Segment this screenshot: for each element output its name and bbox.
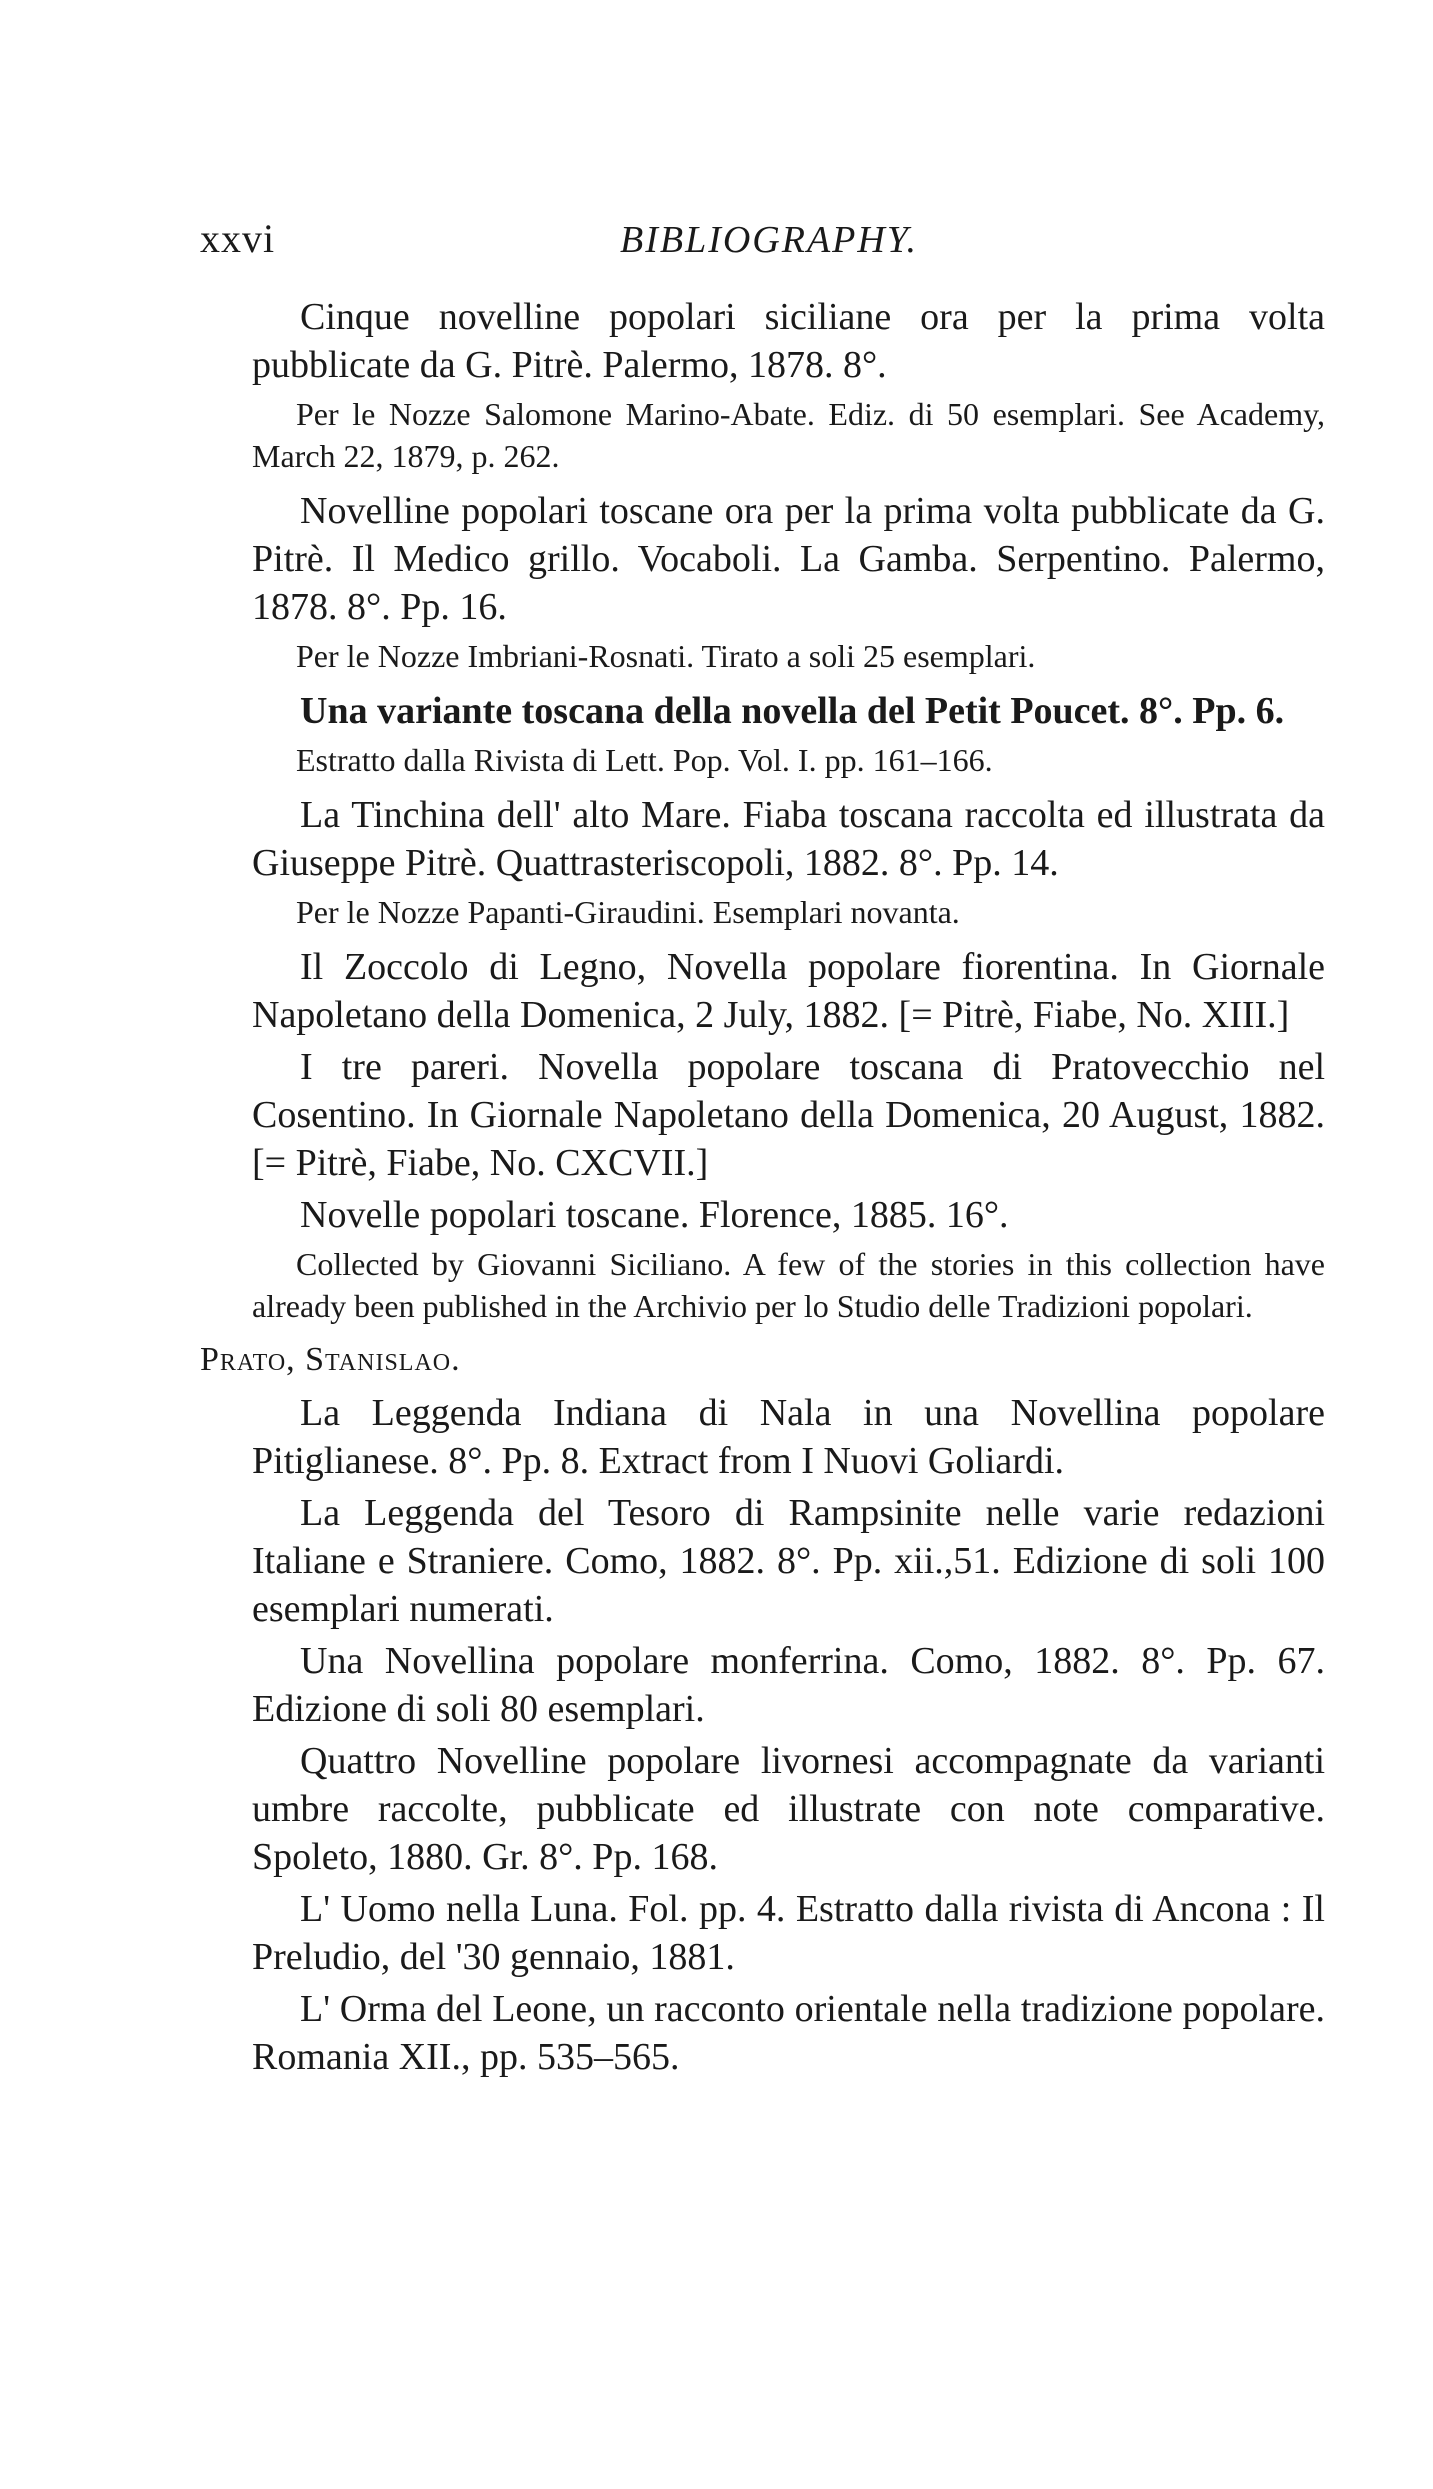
bibliography-entry: Una Novellina popolare monferrina. Como, 1882. 8°. Pp. 67. Edizione di soli 80 esemplari. xyxy=(252,1640,1325,1730)
entry-note: Per le Nozze Salomone Marino-Abate. Ediz. di 50 esemplari. See Academy, March 22, 1879, p. 262. xyxy=(252,396,1325,474)
entry-note: Per le Nozze Imbriani-Rosnati. Tirato a soli 25 esemplari. xyxy=(296,638,1036,674)
bibliography-entry: Una variante toscana della novella del Petit Poucet. 8°. Pp. 6. xyxy=(300,690,1285,732)
page-header xyxy=(200,215,1325,271)
bibliography-entry: Novelline popolari toscane ora per la prima volta pubblicate da G. Pitrè. Il Medico grillo. Vocaboli. La Gamba. Serpentino. Palermo, 1878. 8°. Pp. 16. xyxy=(252,490,1325,628)
page-number: xxvi xyxy=(200,216,276,261)
bibliography-entry: Cinque novelline popolari siciliane ora per la prima volta pubblicate da G. Pitrè. Palermo, 1878. 8°. xyxy=(252,296,1325,386)
bibliography-entry: Quattro Novelline popolare livornesi accompagnate da varianti umbre raccolte, pubblicate ed illustrate con note comparative. Spoleto, 1880. Gr. 8°. Pp. 168. xyxy=(252,1740,1325,1878)
entry-note: Collected by Giovanni Siciliano. A few of the stories in this collection have already been published in the Archivio per lo Studio delle Tradizioni popolari. xyxy=(252,1246,1325,1324)
bibliography-entry: Il Zoccolo di Legno, Novella popolare fiorentina. In Giornale Napoletano della Domenica, 2 July, 1882. [= Pitrè, Fiabe, No. XIII.] xyxy=(252,946,1325,1036)
bibliography-entry: La Leggenda Indiana di Nala in una Novellina popolare Pitiglianese. 8°. Pp. 8. Extract from I Nuovi Goliardi. xyxy=(252,1392,1325,1482)
bibliography-entry: La Leggenda del Tesoro di Rampsinite nelle varie redazioni Italiane e Straniere. Como, 1882. 8°. Pp. xii.,51. Edizione di soli 100 esemplari numerati. xyxy=(252,1492,1325,1630)
bibliography-entry: I tre pareri. Novella popolare toscana di Pratovecchio nel Cosentino. In Giornale Napoletano della Domenica, 20 August, 1882. [= Pitrè, Fiabe, No. CXCVII.] xyxy=(252,1046,1325,1184)
entry-note: Estratto dalla Rivista di Lett. Pop. Vol. I. pp. 161–166. xyxy=(296,742,993,778)
bibliography-entry: Novelle popolari toscane. Florence, 1885. 16°. xyxy=(300,1194,1009,1236)
bibliography-entry: L' Uomo nella Luna. Fol. pp. 4. Estratto dalla rivista di Ancona : Il Preludio, del '30 gennaio, 1881. xyxy=(252,1888,1325,1978)
running-title: BIBLIOGRAPHY. xyxy=(620,219,918,261)
entry-note: Per le Nozze Papanti-Giraudini. Esemplari novanta. xyxy=(296,894,960,930)
bibliography-entry: L' Orma del Leone, un racconto orientale nella tradizione popolare. Romania XII., pp. 535–565. xyxy=(252,1988,1325,2078)
book-page xyxy=(200,215,1325,2085)
bibliography-entry: La Tinchina dell' alto Mare. Fiaba toscana raccolta ed illustrata da Giuseppe Pitrè. Quattrasteriscopoli, 1882. 8°. Pp. 14. xyxy=(252,794,1325,884)
author-heading: Prato, Stanislao. xyxy=(200,1341,461,1378)
